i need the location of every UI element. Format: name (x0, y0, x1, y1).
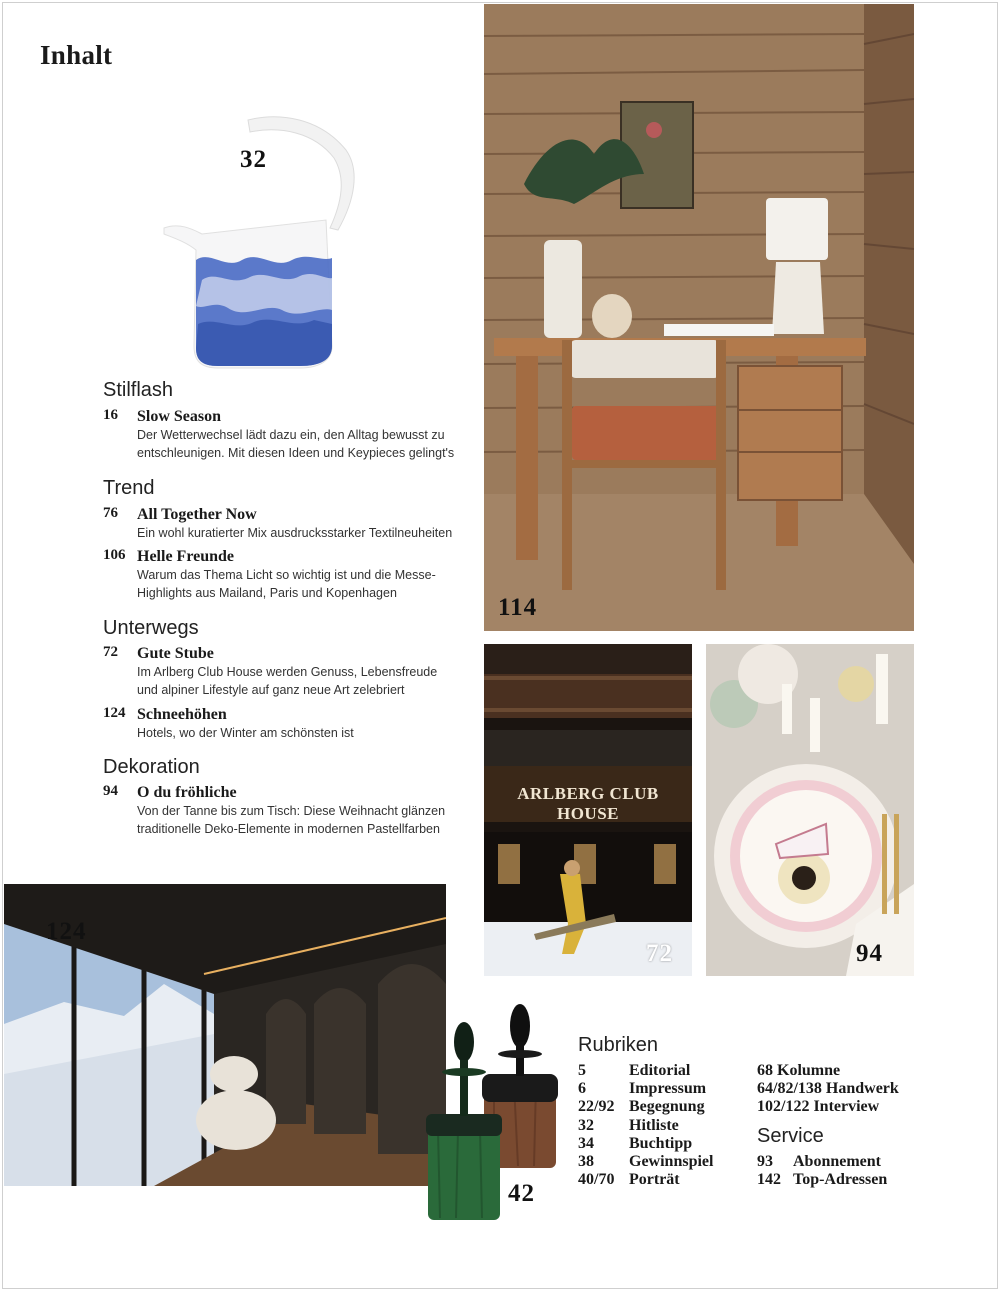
page-title: Inhalt (40, 40, 113, 70)
desk-page-number: 114 (498, 594, 538, 621)
toc-entry[interactable] (103, 547, 473, 602)
toc-description: Warum das Thema Licht so wichtig ist und die Messe- Highlights aus Mailand, Paris und Kopenhagen (137, 568, 436, 600)
rubriken-list (578, 1062, 713, 1189)
toc-description: Hotels, wo der Winter am schönsten ist (137, 726, 354, 740)
toc-headline: O du fröhliche (137, 784, 237, 801)
list-item[interactable]: 64/82/138 Handwerk (757, 1080, 899, 1098)
service-list (757, 1153, 887, 1189)
list-item[interactable]: 32 Hitliste (578, 1116, 679, 1134)
section-heading-trend: Trend (103, 477, 155, 499)
table-picture (706, 644, 914, 976)
list-item[interactable]: 5 Editorial (578, 1062, 691, 1079)
toc-description: Der Wetterwechsel lädt dazu ein, den Alltag bewusst zu entschleunigen. Mit diesen Ideen und Keypieces gelingt's (137, 428, 455, 460)
service-heading: Service (757, 1125, 824, 1147)
toc-entry[interactable] (103, 407, 473, 462)
toc-page-number: 124 (103, 705, 126, 721)
rubriken-list-continued (757, 1062, 899, 1117)
toc-entry[interactable] (103, 644, 473, 699)
toc-page-number: 72 (103, 644, 118, 660)
section-heading-stilflash: Stilflash (103, 379, 174, 401)
toc-entry[interactable] (103, 783, 473, 838)
list-item[interactable]: 6 Impressum (578, 1080, 707, 1098)
toc-entry[interactable] (103, 505, 473, 542)
toc-description: Von der Tanne bis zum Tisch: Diese Weihnacht glänzen traditionelle Deko-Elemente in modernen Pastellfarben (137, 804, 446, 836)
lounge-page-number: 124 (46, 918, 87, 945)
list-item[interactable]: 102/122 Interview (757, 1098, 880, 1116)
toc-headline: Schneehöhen (137, 706, 227, 723)
toc-page-number: 76 (103, 505, 118, 521)
lounge-picture (4, 884, 446, 1186)
jars-picture (424, 980, 564, 1222)
list-item[interactable]: 68 Kolumne (757, 1062, 841, 1079)
jug-page-number: 32 (240, 146, 267, 173)
clubhouse-picture (484, 644, 692, 976)
jug-picture (150, 110, 370, 375)
toc-headline: Slow Season (137, 408, 222, 425)
clubhouse-sign: ARLBERG CLUB HOUSE (517, 784, 659, 823)
toc-page-number: 106 (103, 547, 126, 563)
list-item[interactable]: 34 Buchtipp (578, 1134, 693, 1152)
list-item[interactable]: 93 Abonnement (757, 1153, 882, 1170)
list-item[interactable]: 142 Top-Adressen (757, 1171, 888, 1189)
clubhouse-page-number: 72 (646, 940, 673, 967)
toc-page-number: 94 (103, 783, 118, 799)
jars-page-number: 42 (508, 1180, 535, 1207)
toc-headline: Gute Stube (137, 645, 214, 662)
toc-description: Ein wohl kuratierter Mix ausdrucksstarker Textilneuheiten (137, 526, 453, 540)
list-item[interactable]: 22/92 Begegnung (578, 1098, 705, 1116)
toc-entry[interactable] (103, 705, 473, 742)
list-item[interactable]: 40/70 Porträt (578, 1171, 680, 1189)
toc-description: Im Arlberg Club House werden Genuss, Lebensfreude und alpiner Lifestyle auf ganz neue Art zelebriert (137, 665, 438, 697)
toc-headline: Helle Freunde (137, 548, 235, 565)
table-page-number: 94 (856, 940, 883, 967)
toc-headline: All Together Now (137, 506, 257, 523)
list-item[interactable]: 38 Gewinnspiel (578, 1153, 714, 1171)
section-heading-dekoration: Dekoration (103, 756, 200, 778)
toc-page-number: 16 (103, 407, 118, 423)
desk-picture (484, 4, 914, 631)
section-heading-unterwegs: Unterwegs (103, 617, 199, 639)
rubriken-heading: Rubriken (578, 1034, 659, 1056)
